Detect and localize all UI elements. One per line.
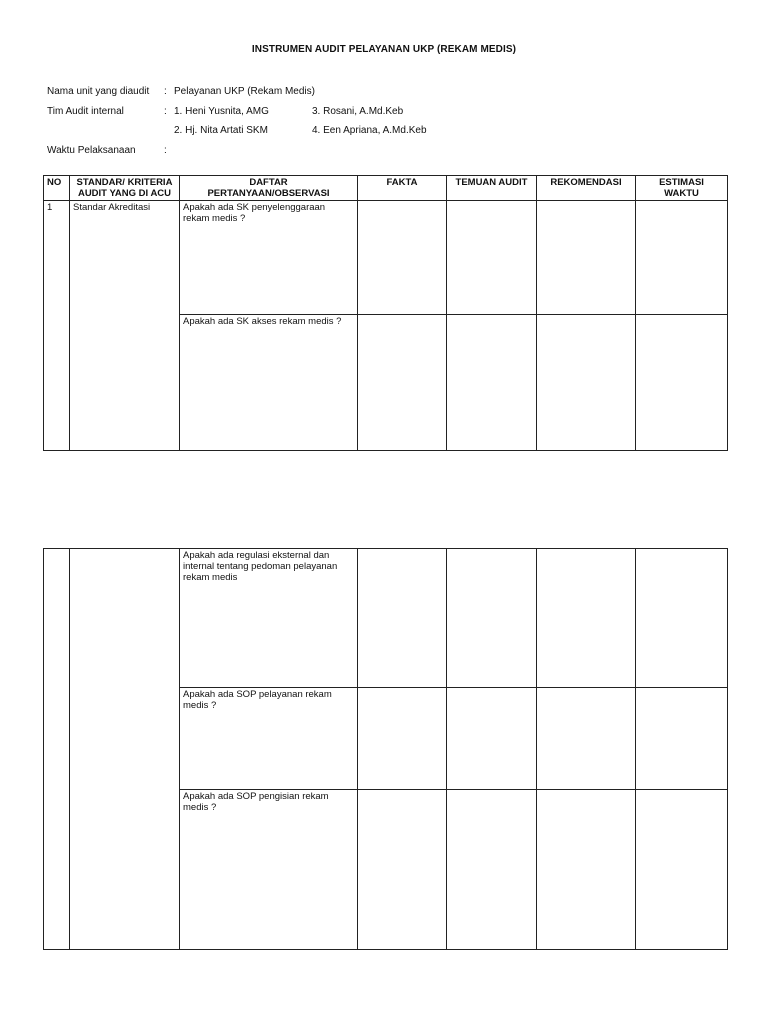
table-row [44, 549, 728, 688]
question-cell: Apakah ada SK penyelenggaraan rekam medis ? [180, 201, 358, 315]
estimasi-cell[interactable] [636, 315, 728, 451]
unit-value: Pelayanan UKP (Rekam Medis) [174, 86, 315, 97]
team-colon: : [164, 106, 167, 117]
unit-colon: : [164, 86, 167, 97]
table-row [44, 201, 728, 315]
audit-table-page-1 [43, 175, 728, 451]
rekomendasi-cell[interactable] [537, 790, 636, 950]
question-cell: Apakah ada SOP pengisian rekam medis ? [180, 790, 358, 950]
rekomendasi-cell[interactable] [537, 549, 636, 688]
temuan-cell[interactable] [447, 315, 537, 451]
rekomendasi-cell[interactable] [537, 201, 636, 315]
table-header-row [44, 176, 728, 201]
header-fakta: FAKTA [358, 176, 447, 201]
temuan-cell[interactable] [447, 688, 537, 790]
temuan-cell[interactable] [447, 790, 537, 950]
header-no: NO [44, 176, 70, 201]
header-temuan: TEMUAN AUDIT [447, 176, 537, 201]
row-no: 1 [44, 201, 70, 451]
question-cell: Apakah ada SK akses rekam medis ? [180, 315, 358, 451]
estimasi-cell[interactable] [636, 201, 728, 315]
fakta-cell[interactable] [358, 549, 447, 688]
fakta-cell[interactable] [358, 790, 447, 950]
row-no-empty [44, 549, 70, 950]
rekomendasi-cell[interactable] [537, 315, 636, 451]
estimasi-cell[interactable] [636, 549, 728, 688]
question-cell: Apakah ada regulasi eksternal dan internal tentang pedoman pelayanan rekam medis [180, 549, 358, 688]
row-standar: Standar Akreditasi [70, 201, 180, 451]
unit-label: Nama unit yang diaudit [47, 86, 150, 97]
time-label: Waktu Pelaksanaan [47, 145, 136, 156]
question-cell: Apakah ada SOP pelayanan rekam medis ? [180, 688, 358, 790]
fakta-cell[interactable] [358, 201, 447, 315]
header-rekomendasi: REKOMENDASI [537, 176, 636, 201]
header-standar: STANDAR/ KRITERIA AUDIT YANG DI ACU [70, 176, 180, 201]
team-member-1: 1. Heni Yusnita, AMG [174, 106, 269, 117]
temuan-cell[interactable] [447, 549, 537, 688]
fakta-cell[interactable] [358, 688, 447, 790]
temuan-cell[interactable] [447, 201, 537, 315]
team-label: Tim Audit internal [47, 106, 124, 117]
rekomendasi-cell[interactable] [537, 688, 636, 790]
row-standar-empty [70, 549, 180, 950]
fakta-cell[interactable] [358, 315, 447, 451]
estimasi-cell[interactable] [636, 790, 728, 950]
document-title: INSTRUMEN AUDIT PELAYANAN UKP (REKAM MEDIS) [251, 44, 517, 55]
estimasi-cell[interactable] [636, 688, 728, 790]
team-member-4: 4. Een Apriana, A.Md.Keb [312, 125, 427, 136]
audit-table-page-2 [43, 548, 728, 950]
team-member-3: 3. Rosani, A.Md.Keb [312, 106, 404, 117]
header-estimasi: ESTIMASI WAKTU [636, 176, 728, 201]
team-member-2: 2. Hj. Nita Artati SKM [174, 125, 268, 136]
time-colon: : [164, 145, 167, 156]
header-daftar: DAFTAR PERTANYAAN/OBSERVASI [180, 176, 358, 201]
